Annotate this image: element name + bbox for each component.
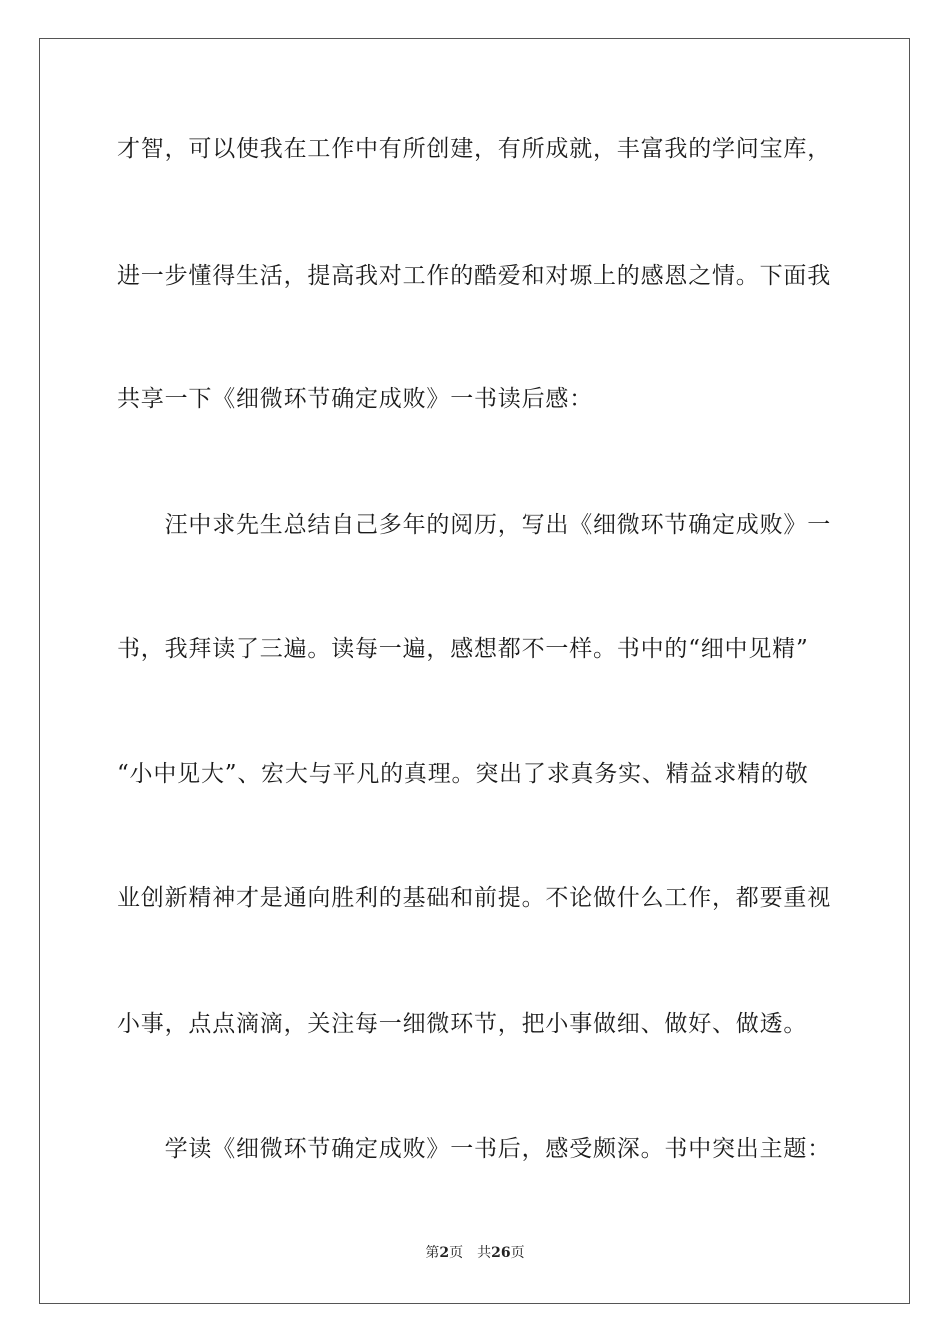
text-line: 学读《细微环节确定成败》一书后，感受颇深。书中突出主题：	[117, 1136, 831, 1162]
footer-prefix: 第	[425, 1245, 440, 1261]
text-line: 书，我拜读了三遍。读每一遍，感想都不一样。书中的“细中见精”	[117, 636, 809, 662]
text-line: 汪中求先生总结自己多年的阅历，写出《细微环节确定成败》一	[117, 512, 831, 538]
text-line: 业创新精神才是通向胜利的基础和前提。不论做什么工作，都要重视	[117, 885, 831, 911]
total-page-count: 26	[491, 1245, 511, 1261]
text-line: 才智，可以使我在工作中有所创建，有所成就，丰富我的学问宝库，	[117, 136, 831, 162]
text-line: 小事，点点滴滴，关注每一细微环节，把小事做细、做好、做透。	[117, 1011, 808, 1037]
page-number-footer	[0, 1244, 950, 1262]
footer-middle: 页 共	[449, 1245, 492, 1261]
text-line: 共享一下《细微环节确定成败》一书读后感：	[117, 386, 593, 412]
footer-suffix: 页	[510, 1245, 525, 1261]
text-line: “小中见大”、宏大与平凡的真理。突出了求真务实、精益求精的敬	[117, 761, 809, 787]
text-line: 进一步懂得生活，提高我对工作的酷爱和对塬上的感恩之情。下面我	[117, 263, 831, 289]
page-border	[39, 38, 910, 1304]
current-page-number: 2	[439, 1245, 450, 1261]
